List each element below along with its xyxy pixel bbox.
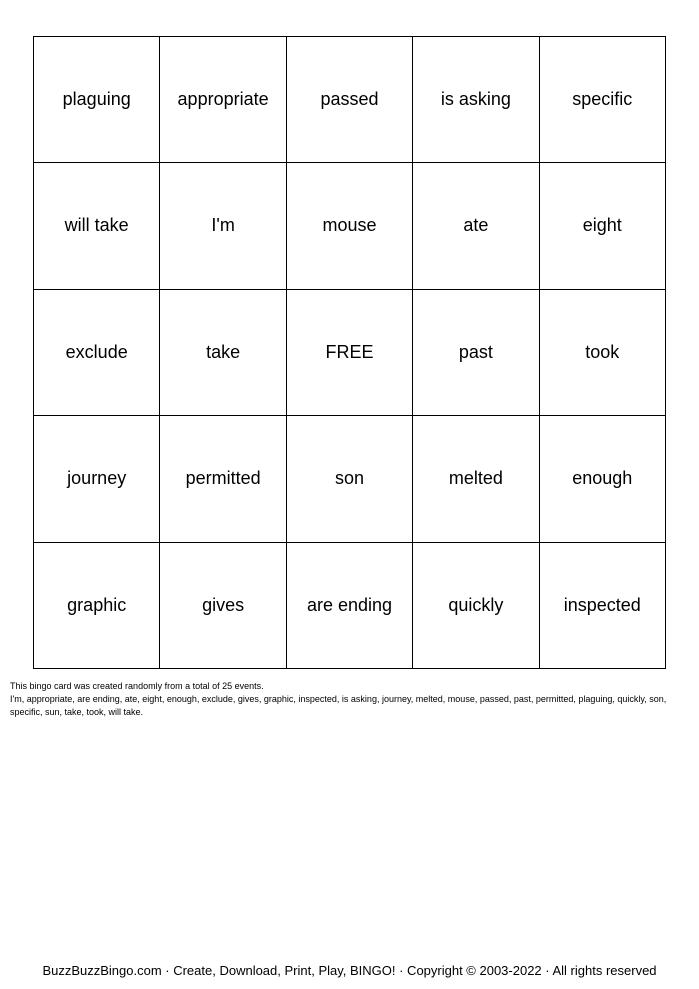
bingo-cell: exclude: [34, 290, 160, 416]
bingo-cell: take: [160, 290, 286, 416]
bingo-cell: melted: [413, 416, 539, 542]
bingo-cell: specific: [540, 37, 666, 163]
bingo-card-grid: [33, 36, 666, 669]
free-space-cell: FREE: [287, 290, 413, 416]
bingo-cell: gives: [160, 543, 286, 669]
bingo-cell: graphic: [34, 543, 160, 669]
bingo-cell: appropriate: [160, 37, 286, 163]
site-footer: BuzzBuzzBingo.com · Create, Download, Print, Play, BINGO! · Copyright © 2003-2022 · All rights reserved: [42, 963, 657, 978]
bingo-cell: enough: [540, 416, 666, 542]
bingo-cell: are ending: [287, 543, 413, 669]
bingo-cell: mouse: [287, 163, 413, 289]
bingo-cell: journey: [34, 416, 160, 542]
bingo-cell: is asking: [413, 37, 539, 163]
events-list: I'm, appropriate, are ending, ate, eight, enough, exclude, gives, graphic, inspected, is asking, journey, melted, mouse, passed, past, permitted, plaguing, quickly, son, specific, sun, take, took, will take.: [10, 694, 667, 717]
bingo-cell: I'm: [160, 163, 286, 289]
bingo-cell: will take: [34, 163, 160, 289]
card-creation-note: This bingo card was created randomly from a total of 25 events.: [10, 681, 264, 691]
bingo-cell: passed: [287, 37, 413, 163]
bingo-cell: ate: [413, 163, 539, 289]
bingo-cell: inspected: [540, 543, 666, 669]
bingo-cell: quickly: [413, 543, 539, 669]
bingo-cell: son: [287, 416, 413, 542]
bingo-cell: plaguing: [34, 37, 160, 163]
bingo-cell: eight: [540, 163, 666, 289]
bingo-cell: past: [413, 290, 539, 416]
bingo-cell: took: [540, 290, 666, 416]
bingo-cell: permitted: [160, 416, 286, 542]
